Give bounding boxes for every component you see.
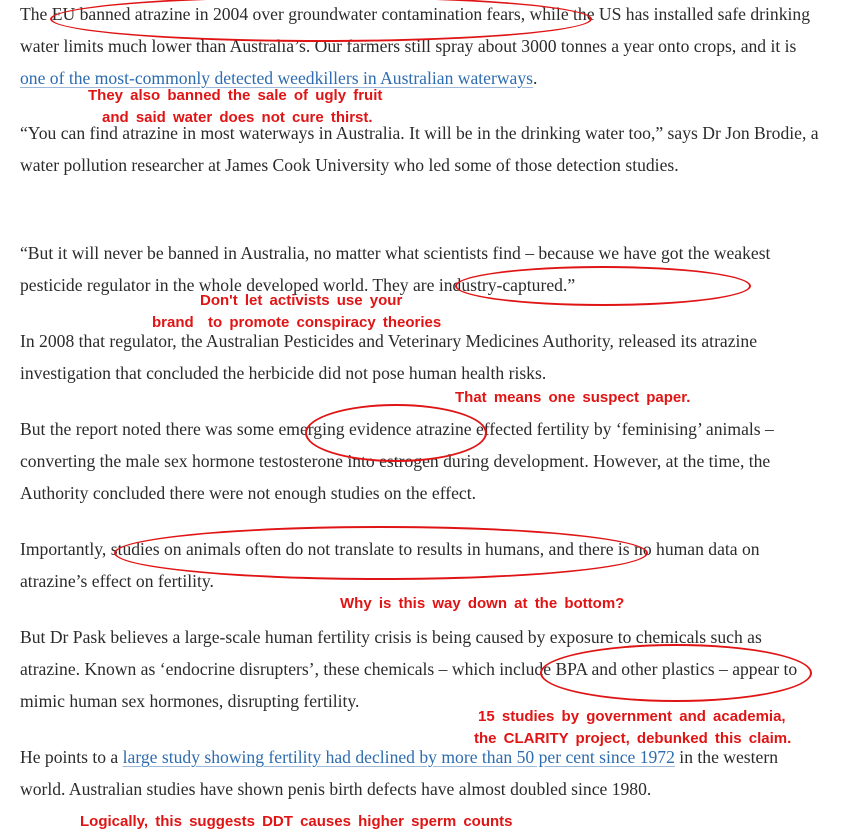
annotation-line: They also banned the sale of ugly fruit [88, 87, 383, 104]
paragraph-animal-studies: Importantly, studies on animals often do not translate to results in humans, and there is no human data on atrazine’s effect on fertility. [20, 539, 760, 591]
paragraph-text: The EU banned atrazine in 2004 over groundwater contamination fears, while the US has installed safe drinking water limits much lower than Australia’s. Our farmers still spray about 3000 tonnes a year onto crops, and it is [20, 4, 811, 56]
paragraph-pask-crisis: But Dr Pask believes a large-scale human fertility crisis is being caused by exposure to chemicals such as atrazine. Known as ‘endocrine disrupters’, these chemicals – which include BPA and other plastics – appear to mimic human sex hormones, disrupting fertility. [20, 627, 798, 711]
paragraph-text: He points to a [20, 747, 123, 767]
annotation-line: Don't let activists use your [200, 292, 403, 309]
annotation-line: and said water does not cure thirst. [102, 109, 373, 126]
paragraph-report-evidence: But the report noted there was some emerging evidence atrazine effected fertility by ‘feminising’ animals – converting the male sex hormone testosterone into estrogen during development. However, at the time, the Authority concluded there were not enough studies on the effect. [20, 419, 774, 503]
paragraph-text: . [533, 68, 538, 88]
paragraph-eu-ban [20, 0, 820, 94]
annotation-line: the CLARITY project, debunked this claim. [474, 730, 792, 747]
waterways-detection-link[interactable]: one of the most-commonly detected weedkillers in Australian waterways [20, 68, 534, 88]
annotation-ddt-sperm: Logically, this suggests DDT causes higher sperm counts [80, 813, 513, 830]
paragraph-regulator-quote: “But it will never be banned in Australia, no matter what scientists find – because we have got the weakest pesticide regulator in the whole developed world. They are industry-captured.” [20, 243, 771, 295]
fertility-study-link[interactable]: large study showing fertility had declined by more than 50 per cent since 1972 [122, 747, 675, 767]
annotation-why-bottom: Why is this way down at the bottom? [340, 595, 625, 612]
annotation-activists-brand [152, 290, 441, 334]
paragraph-brodie-quote: “You can find atrazine in most waterways in Australia. It will be in the drinking water too,” says Dr Jon Brodie, a water pollution researcher at James Cook University who led some of those detection studies. [20, 123, 819, 175]
annotation-clarity-project [474, 706, 792, 750]
annotation-line: 15 studies by government and academia, [478, 708, 786, 725]
paragraph-apvma-2008: In 2008 that regulator, the Australian Pesticides and Veterinary Medicines Authority, released its atrazine investigation that concluded the herbicide did not pose human health risks. [20, 331, 758, 383]
annotation-line: brand to promote conspiracy theories [152, 314, 442, 331]
paragraph-fertility-decline [20, 741, 820, 805]
annotation-suspect-paper: That means one suspect paper. [455, 389, 691, 406]
paragraph-text: in the western world. Australian studies have shown penis birth defects have almost doubled since 1980. [20, 747, 778, 799]
annotation-ugly-fruit [88, 85, 382, 129]
